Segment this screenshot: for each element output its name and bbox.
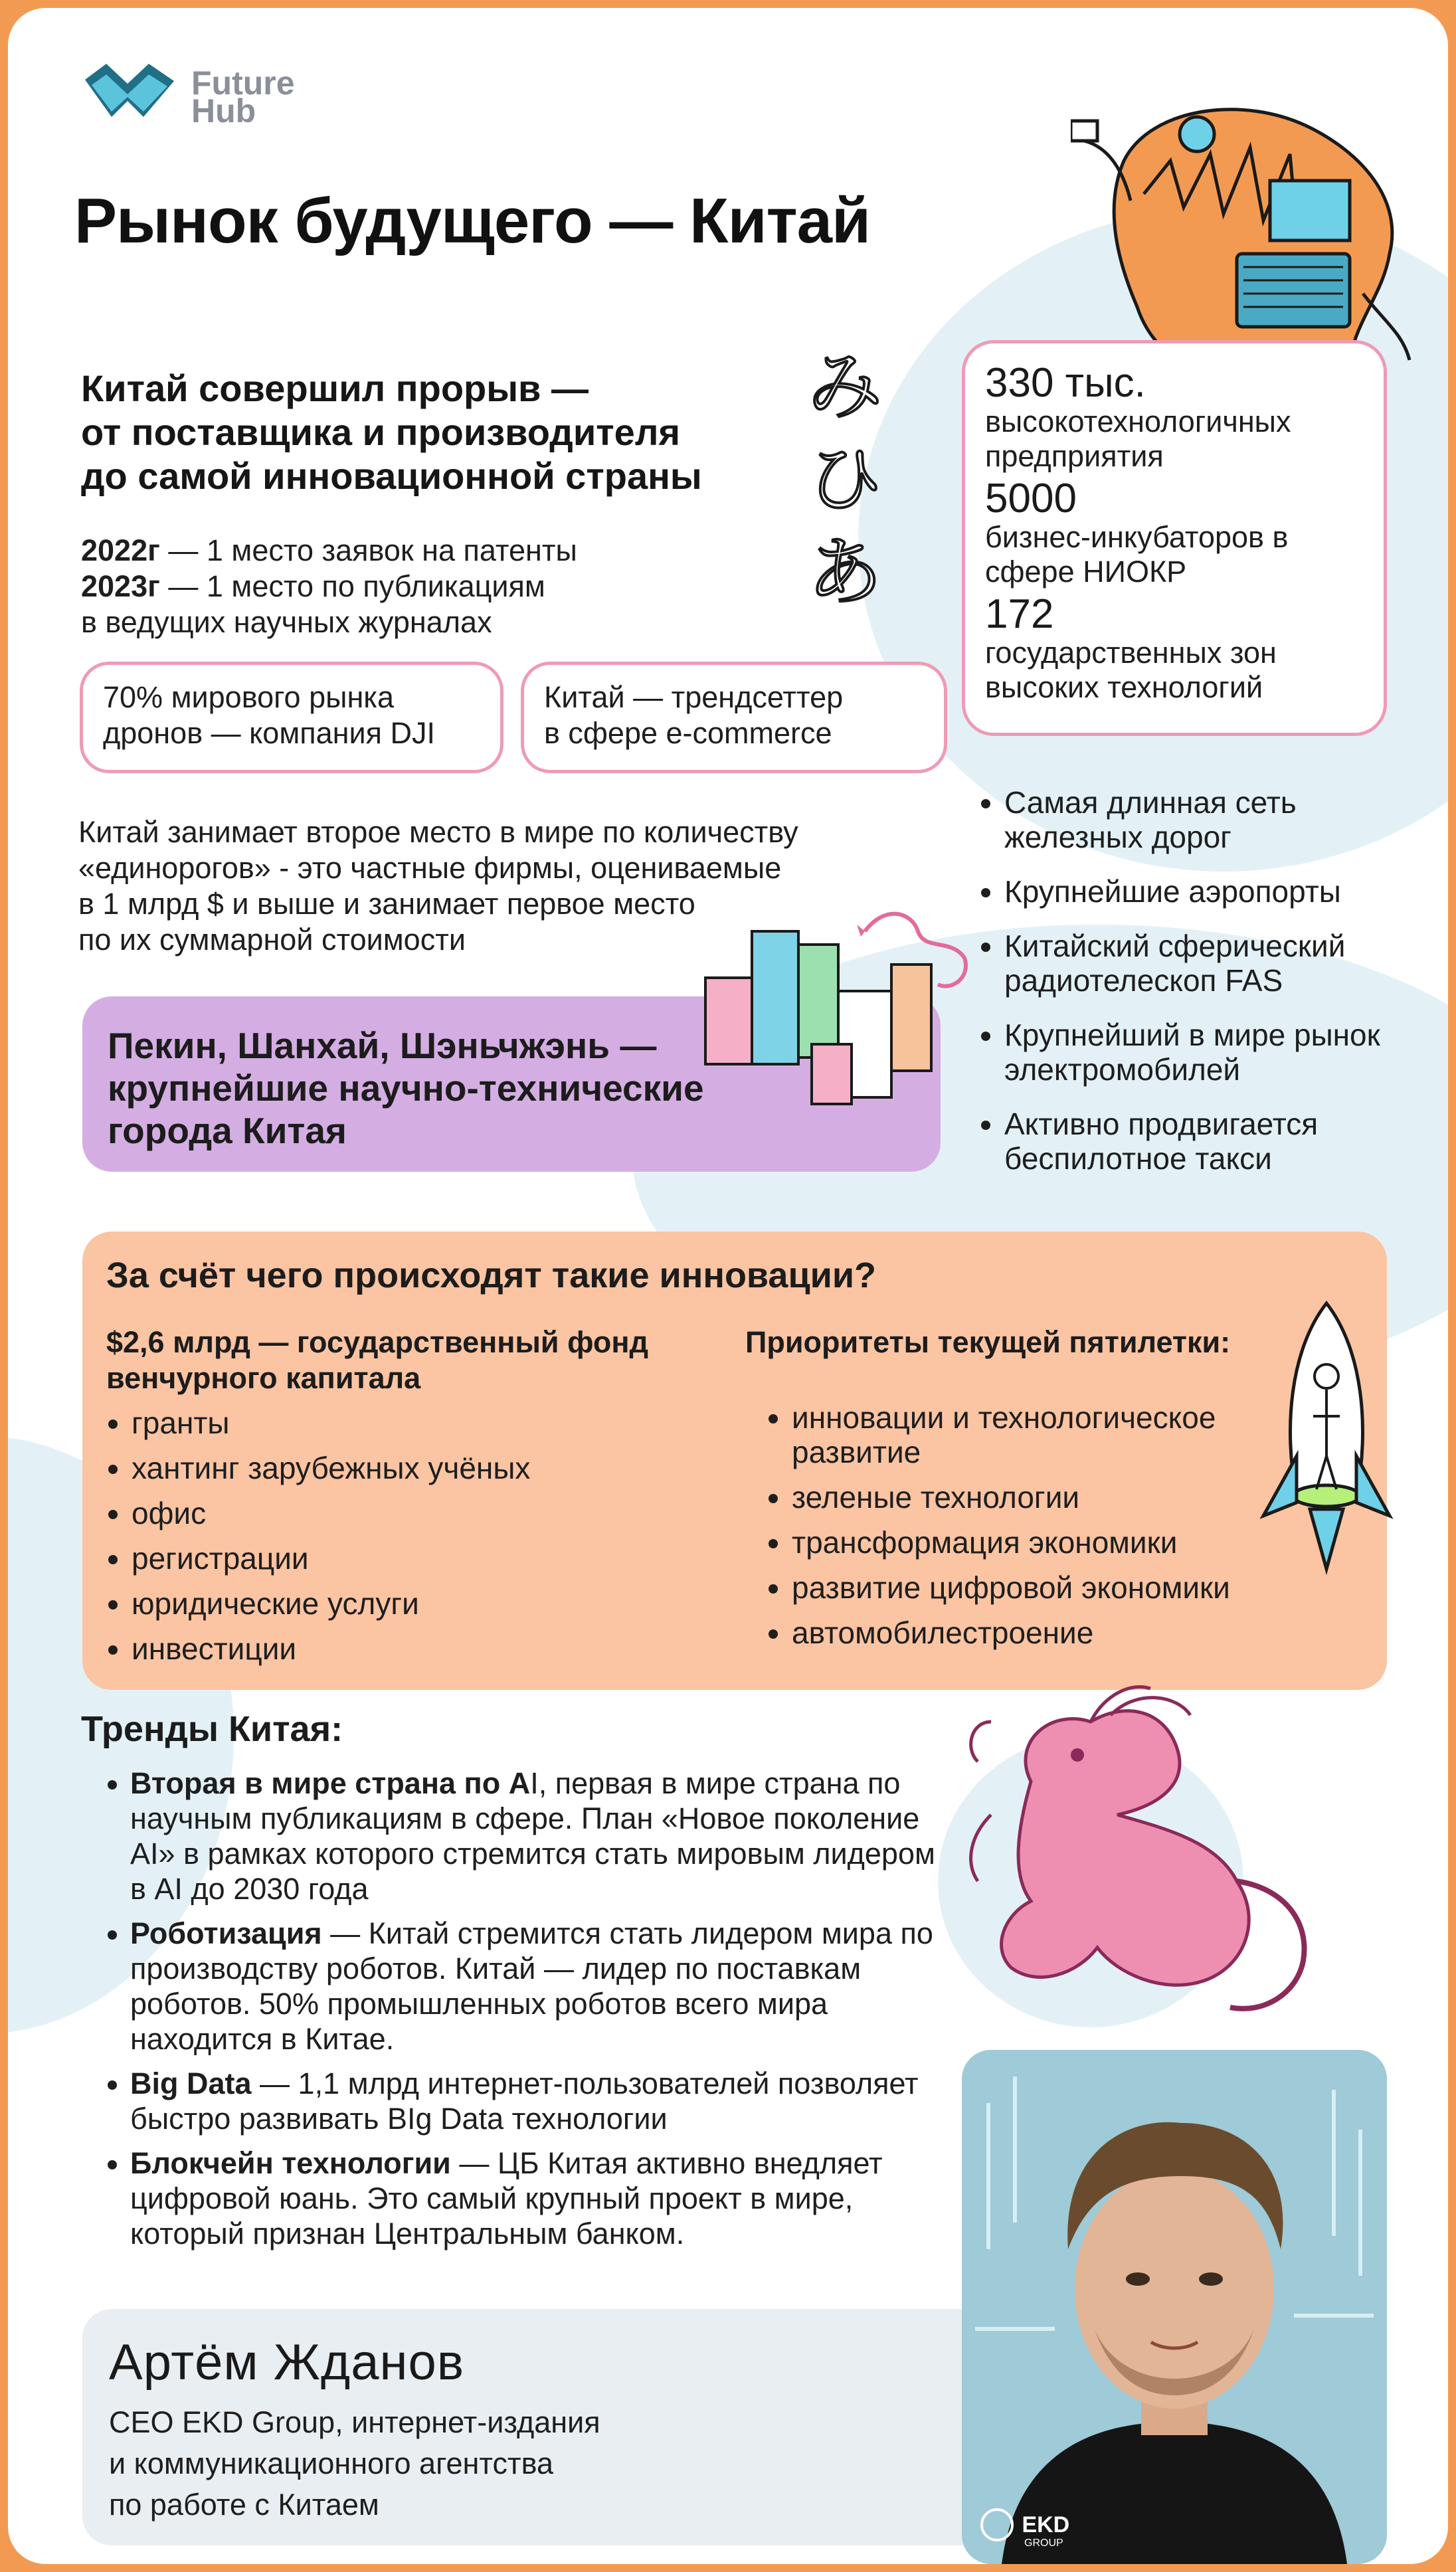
pill-line: Китай — трендсеттер (544, 680, 844, 714)
rocket-illustration (1257, 1297, 1396, 1576)
fact-item: • Крупнейшие аэропорты (1004, 874, 1406, 909)
priorities-column (745, 1325, 1290, 1661)
city-buildings-illustration (699, 891, 978, 1117)
trend-item (130, 1916, 951, 2057)
trend-text: — Китай стремится стать лидером мира по производству роботов. Китай — лидер по поставкам роботов. 50% промышленных роботов всего мира находится в Китае. (130, 1916, 933, 2056)
author-card (82, 2309, 1026, 2545)
stat-number: 172 (985, 591, 1054, 637)
trend-text: I, первая в мире страна по научным публикациям в сфере. План «Новое поколение AI» в рамках которого стремится стать мировым лидером в AI до 2030 года (130, 1766, 935, 1906)
pill-line: дронов — компания DJI (103, 716, 436, 750)
trend-item (130, 1766, 951, 1906)
fund-title: $2,6 млрд — государственный фонд венчурного капитала (106, 1325, 649, 1395)
pill-line: в сфере e-commerce (544, 716, 832, 750)
lead-line: Китай совершил прорыв — (81, 367, 589, 409)
fund-item: • инвестиции (132, 1631, 717, 1666)
ecommerce-pill (521, 662, 947, 773)
fund-item: • хантинг зарубежных учёных (132, 1451, 717, 1485)
dji-pill (80, 662, 503, 773)
priority-item: • автомобилестроение (792, 1615, 1290, 1650)
trend-bold: Роботизация (130, 1916, 322, 1950)
trend-item (130, 2146, 951, 2251)
ekd-badge-sub: GROUP (1024, 2537, 1063, 2549)
trend-item (130, 2066, 951, 2136)
priority-item: • зеленые технологии (792, 1480, 1290, 1515)
fund-item: • гранты (132, 1406, 717, 1440)
fact-item: • Китайский сферический радиотелескоп FAS (1004, 929, 1406, 998)
kana-decoration (802, 340, 888, 619)
author-role (109, 2402, 999, 2526)
author-photo (962, 2050, 1387, 2564)
patent-year: 2023г (81, 569, 160, 603)
logo (80, 60, 295, 130)
logo-mark-icon (80, 60, 179, 122)
lead-text (81, 367, 702, 498)
author-role-line: и коммуникационного агентства (109, 2446, 554, 2480)
stat-label: бизнес-инкубаторов в сфере НИОКР (985, 520, 1289, 589)
facts-list (974, 785, 1406, 1196)
unicorns-text (78, 814, 798, 958)
unicorns-line: «единорогов» - это частные фирмы, оцениваемые (78, 851, 782, 885)
fact-item: • Крупнейший в мире рынок электромобилей (1004, 1018, 1406, 1087)
fund-column (106, 1325, 717, 1677)
logo-line2: Hub (191, 92, 256, 130)
pill-line: 70% мирового рынка (103, 680, 395, 714)
pink-dragon-illustration (951, 1682, 1323, 2027)
trend-text: — ЦБ Китая активно внедляет цифровой юань. Это самый крупный проект в мире, который признан Центральным банком. (130, 2146, 883, 2250)
cities-line: города Китая (108, 1110, 347, 1151)
fund-item: • регистрации (132, 1541, 717, 1576)
trend-bold: Big Data (130, 2067, 252, 2100)
author-role-line: CEO EKD Group, интернет-издания (109, 2405, 600, 2439)
priorities-title: Приоритеты текущей пятилетки: (745, 1325, 1231, 1359)
trends-heading: Тренды Китая: (81, 1709, 343, 1749)
ekd-logo-icon (980, 2508, 1014, 2541)
priority-item: • развитие цифровой экономики (792, 1570, 1290, 1605)
trends-list (81, 1766, 951, 2260)
trend-bold: Блокчейн технологии (130, 2146, 451, 2180)
priority-item: • инновации и технологическое развитие (792, 1400, 1290, 1469)
patent-desc: — 1 место заявок на патенты (159, 533, 577, 567)
patents-text (81, 533, 577, 640)
logo-line1: Future (191, 64, 295, 102)
stats-box (962, 340, 1387, 736)
page-title: Рынок будущего — Китай (74, 185, 871, 256)
author-role-line: по работе с Китаем (109, 2488, 379, 2522)
stat-number: 330 тыс. (985, 360, 1146, 406)
lead-line: до самой инновационной страны (81, 455, 702, 497)
unicorns-line: в 1 млрд $ и выше и занимает первое место (78, 887, 695, 921)
trends-section (81, 1708, 945, 1750)
kana-char: あ (808, 529, 882, 616)
kana-char: ひ (808, 436, 882, 523)
ekd-badge-text: EKD (1022, 2512, 1070, 2537)
cities-line: Пекин, Шанхай, Шэньчжэнь — (108, 1025, 657, 1066)
ekd-badge (980, 2508, 1069, 2549)
fund-item: • юридические услуги (132, 1586, 717, 1621)
fund-item: • офис (132, 1496, 717, 1530)
author-portrait-image (962, 2050, 1387, 2564)
stat-number: 5000 (985, 476, 1077, 521)
trend-bold: Вторая в мире страна по A (130, 1766, 531, 1800)
patent-year: 2022г (81, 533, 160, 567)
innovations-heading: За счёт чего происходят такие инновации? (106, 1255, 877, 1295)
patent-line: в ведущих научных журналах (81, 605, 492, 639)
cities-line: крупнейшие научно-технические (108, 1067, 704, 1109)
patent-line (81, 569, 577, 604)
patent-line (81, 533, 577, 569)
trend-text: — 1,1 млрд интернет-пользователей позволяет быстро развивать BIg Data технологии (130, 2067, 919, 2136)
lead-line: от поставщика и производителя (81, 411, 681, 453)
stat-label: государственных зон высоких технологий (985, 636, 1277, 704)
author-name: Артём Жданов (109, 2334, 465, 2391)
unicorns-line: по их суммарной стоимости (78, 923, 466, 957)
fact-item: • Самая длинная сеть железных дорог (1004, 785, 1406, 854)
fact-item: • Активно продвигается беспилотное такси (1004, 1107, 1406, 1176)
unicorns-line: Китай занимает второе место в мире по количеству (78, 815, 798, 849)
kana-char: み (808, 343, 882, 430)
priority-item: • трансформация экономики (792, 1525, 1290, 1560)
patent-desc: — 1 место по публикациям (159, 569, 545, 603)
innovations-card (82, 1232, 1387, 1690)
infographic-card (8, 8, 1448, 2564)
stat-label: высокотехнологичных предприятия (985, 405, 1291, 473)
